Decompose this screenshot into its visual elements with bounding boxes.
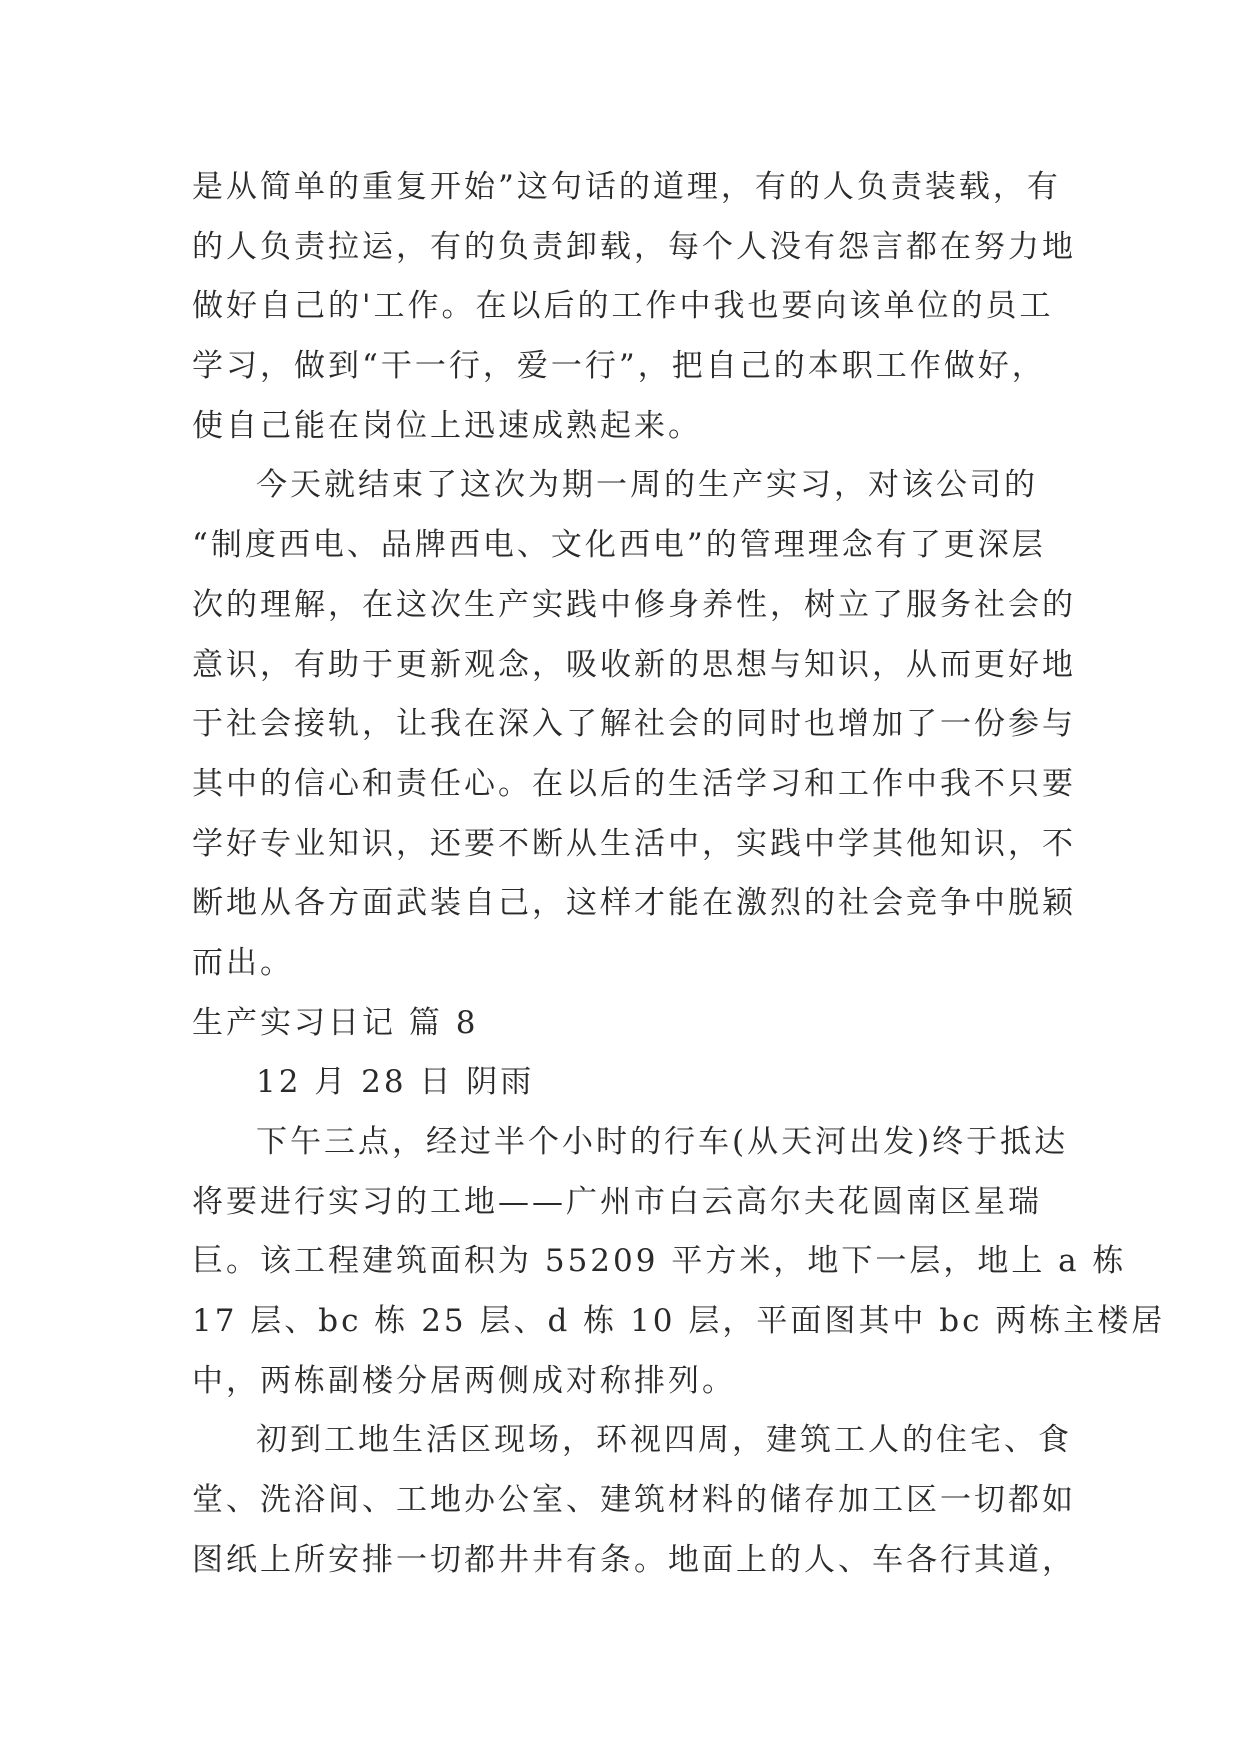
text-line: 是从简单的重复开始”这句话的道理，有的人负责装载，有 [192, 169, 1061, 205]
text-line: 初到工地生活区现场，环视四周，建筑工人的住宅、食 [256, 1422, 1072, 1459]
text-line: 巨。该工程建筑面积为 55209 平方米，地下一层，地上 a 栋 [192, 1243, 1127, 1280]
text-line: 学好专业知识，还要不断从生活中，实践中学其他知识，不 [192, 825, 1076, 862]
text-line: 将要进行实习的工地——广州市白云高尔夫花圆南区星瑞 [192, 1183, 1042, 1220]
text-line: 次的理解，在这次生产实践中修身养性，树立了服务社会的 [192, 586, 1076, 623]
text-line: 的人负责拉运，有的负责卸载，每个人没有怨言都在努力地 [192, 228, 1076, 265]
text-line: 今天就结束了这次为期一周的生产实习，对该公司的 [256, 467, 1038, 504]
text-line: 于社会接轨，让我在深入了解社会的同时也增加了一份参与 [192, 706, 1076, 743]
text-line: 17 层、bc 栋 25 层、d 栋 10 层，平面图其中 bc 两栋主楼居 [192, 1303, 1166, 1340]
text-line: 做好自己的'工作。在以后的工作中我也要向该单位的员工 [192, 288, 1054, 325]
text-line: 堂、洗浴间、工地办公室、建筑材料的储存加工区一切都如 [192, 1482, 1076, 1519]
paragraph-conclusion [192, 456, 1076, 993]
paragraph-continued-work [192, 158, 1076, 456]
date-line: 12 月 28 日 阴雨 [256, 1064, 535, 1101]
text-line: 而出。 [192, 944, 294, 981]
diary-date [192, 1053, 1072, 1113]
text-line: 其中的信心和责任心。在以后的生活学习和工作中我不只要 [192, 765, 1076, 802]
text-line: 学习，做到“干一行，爱一行”，把自己的本职工作做好， [192, 348, 1046, 385]
text-line: “制度西电、品牌西电、文化西电”的管理理念有了更深层 [192, 527, 1046, 564]
text-line: 意识，有助于更新观念，吸收新的思想与知识，从而更好地 [192, 646, 1076, 683]
heading-line: 生产实习日记 篇 8 [192, 1004, 479, 1041]
text-line: 断地从各方面武装自己，这样才能在激烈的社会竞争中脱颖 [192, 885, 1076, 922]
text-line: 中，两栋副楼分居两侧成对称排列。 [192, 1362, 736, 1399]
paragraph-site-view [192, 1411, 1076, 1590]
document-body [192, 158, 1166, 1591]
text-line: 下午三点，经过半个小时的行车(从天河出发)终于抵达 [256, 1124, 1069, 1160]
section-heading [192, 994, 1072, 1054]
paragraph-arrival [192, 1113, 1166, 1411]
text-line: 使自己能在岗位上迅速成熟起来。 [192, 407, 702, 444]
text-line: 图纸上所安排一切都井井有条。地面上的人、车各行其道， [192, 1541, 1076, 1578]
